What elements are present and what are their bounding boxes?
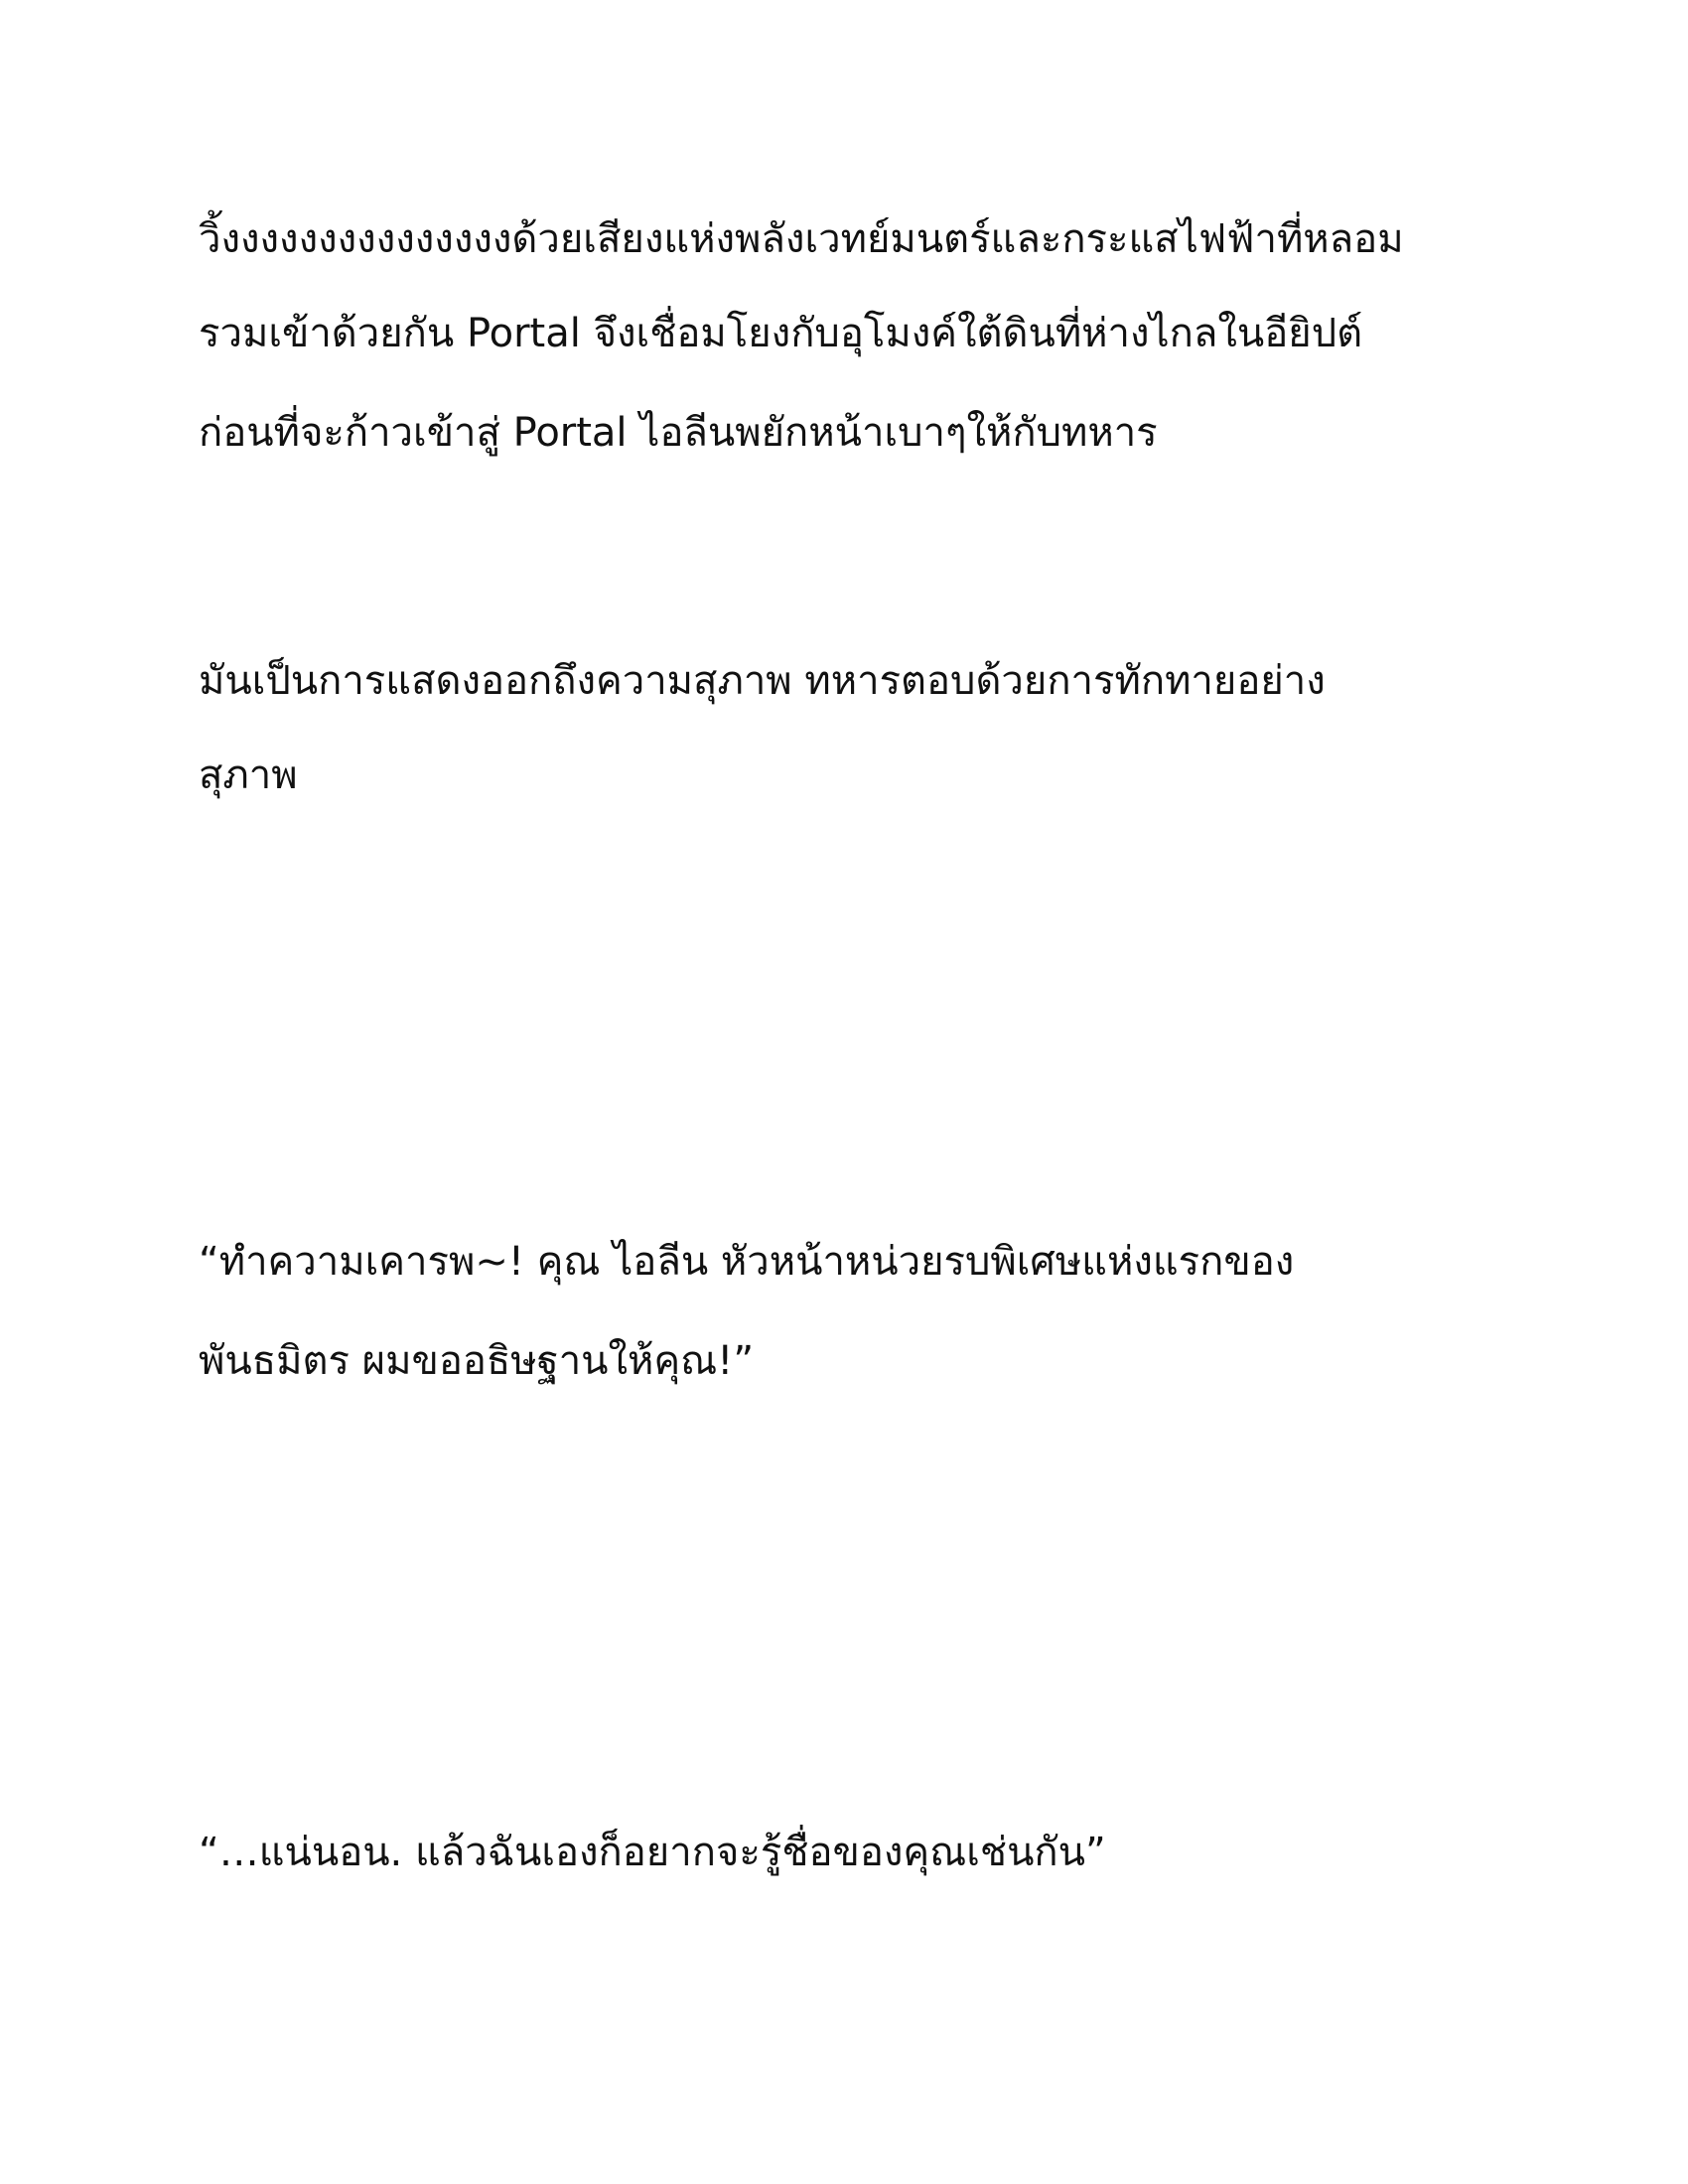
paragraph-3-line-1: “ทำความเคารพ~! คุณ ไอลีน หัวหน้าหน่วยรบพิเศษแห่งแรกของ [199, 1239, 1295, 1285]
paragraph-1-line-1: วิ้งงงงงงงงงงงงงงงด้วยเสียงแห่งพลังเวทย์มนตร์และกระแสไฟฟ้าที่หลอม [199, 216, 1404, 262]
paragraph-3-line-2: พันธมิตร ผมขออธิษฐานให้คุณ!” [199, 1338, 755, 1384]
paragraph-1-line-2: รวมเข้าด้วยกัน Portal จึงเชื่อมโยงกับอุโมงค์ใต้ดินที่ห่างไกลในอียิปต์ [199, 311, 1363, 356]
paragraph-2-line-1: มันเป็นการแสดงออกถึงความสุภาพ ทหารตอบด้วยการทักทายอย่าง [199, 658, 1326, 704]
paragraph-1-line-3: ก่อนที่จะก้าวเข้าสู่ Portal ไอลีนพยักหน้าเบาๆให้กับทหาร [199, 410, 1158, 456]
paragraph-2-line-2: สุภาพ [199, 752, 298, 798]
paragraph-4-line-1: “…แน่นอน. แล้วฉันเองก็อยากจะรู้ชื่อของคุณเช่นกัน” [199, 1830, 1106, 1875]
